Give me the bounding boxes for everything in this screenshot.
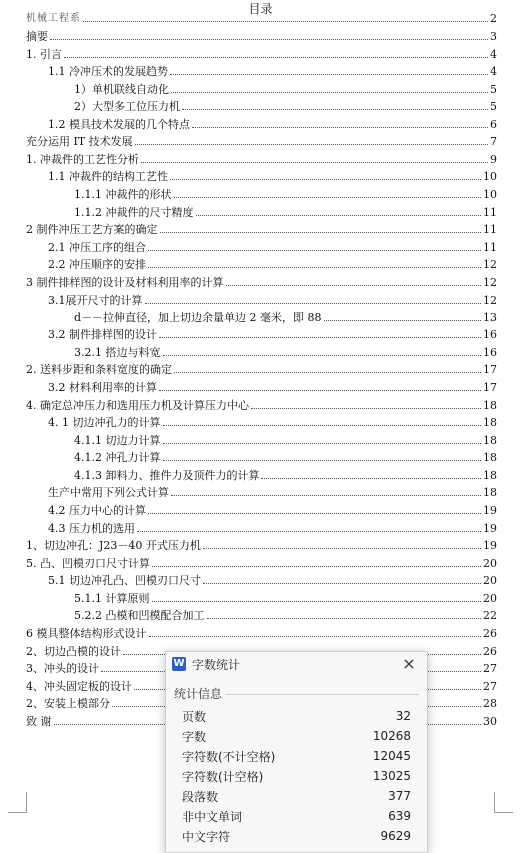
toc-entry-title: 3.2.1 搭边与料宽 (74, 346, 161, 359)
toc-page-number: 17 (483, 363, 497, 376)
toc-entry[interactable] (74, 467, 497, 483)
toc-entry-title: d－－拉伸直径，加上切边余量单边 2 毫米，即 88 (74, 311, 322, 324)
toc-dot-leader (148, 267, 481, 268)
toc-dot-leader (251, 408, 481, 409)
stat-label: 段落数 (182, 789, 219, 804)
toc-entry-title: 5.2.2 凸模和凹模配合加工 (74, 609, 205, 622)
toc-page-number: 22 (483, 609, 497, 622)
toc-page-number: 19 (483, 522, 497, 535)
toc-dot-leader (148, 250, 481, 251)
toc-page-number: 4 (490, 65, 497, 78)
toc-page-number: 11 (483, 223, 497, 236)
toc-page-number: 5 (490, 83, 497, 96)
toc-page-number: 30 (483, 715, 497, 728)
toc-entry[interactable] (26, 10, 497, 26)
toc-page-number: 18 (483, 399, 497, 412)
toc-dot-leader (159, 390, 481, 391)
toc-entry[interactable] (26, 625, 497, 641)
toc-entry[interactable] (74, 590, 497, 606)
toc-dot-leader (226, 285, 482, 286)
toc-entry-title: 4.1.3 卸料力、推件力及顶件力的计算 (74, 469, 260, 482)
toc-entry-title: 3.2 材料利用率的计算 (48, 381, 157, 394)
toc-entry-title: 致 谢 (26, 715, 52, 728)
stat-row (182, 746, 411, 766)
toc-entry[interactable] (48, 379, 497, 395)
stat-row (182, 706, 411, 726)
toc-entry-title: 5.1.1 计算原则 (74, 592, 150, 605)
stat-row (182, 766, 411, 786)
toc-entry[interactable] (48, 63, 497, 79)
toc-entry-title: 4.3 压力机的选用 (48, 522, 135, 535)
toc-dot-leader (174, 197, 482, 198)
toc-entry-title: 2 制件冲压工艺方案的确定 (26, 223, 158, 236)
toc-entry-title: 2、切边凸模的设计 (26, 645, 121, 658)
stat-row (182, 786, 411, 806)
toc-page-number: 10 (483, 188, 497, 201)
toc-entry[interactable] (26, 151, 497, 167)
toc-entry[interactable] (48, 520, 497, 536)
toc-entry-title: 5. 凸、凹模刃口尺寸计算 (26, 557, 150, 570)
toc-page-number: 18 (483, 469, 497, 482)
toc-page-number: 11 (483, 206, 497, 219)
toc-page-number: 19 (483, 504, 497, 517)
stat-value: 377 (388, 789, 411, 803)
toc-page-number: 18 (483, 486, 497, 499)
toc-page-number: 19 (483, 539, 497, 552)
toc-entry-title: 3.1展开尺寸的计算 (48, 294, 143, 307)
toc-entry-title: 3 制件排样图的设计及材料利用率的计算 (26, 276, 224, 289)
toc-entry-title: 4、冲头固定板的设计 (26, 680, 132, 693)
toc-entry[interactable] (48, 168, 497, 184)
toc-dot-leader (171, 92, 488, 93)
toc-page-number: 13 (483, 311, 497, 324)
toc-dot-leader (324, 320, 481, 321)
toc-entry[interactable] (48, 502, 497, 518)
toc-entry[interactable] (26, 555, 497, 571)
toc-page-number: 26 (483, 645, 497, 658)
toc-dot-leader (192, 127, 488, 128)
toc-entry-title: 1）单机联线自动化 (74, 83, 169, 96)
toc-entry[interactable] (48, 484, 497, 500)
stat-value: 9629 (380, 829, 411, 843)
toc-entry-title: 2.1 冲压工序的组合 (48, 241, 146, 254)
toc-entry-title: 4.2 压力中心的计算 (48, 504, 146, 517)
toc-dot-leader (163, 460, 482, 461)
toc-entry[interactable] (74, 98, 497, 114)
toc-entry[interactable] (74, 309, 497, 325)
toc-page-number: 20 (483, 592, 497, 605)
toc-entry-title: 4.1.1 切边力计算 (74, 434, 161, 447)
section-divider (226, 694, 419, 695)
stat-label: 中文字符 (182, 829, 231, 844)
page-corner-mark-right (494, 792, 513, 813)
toc-page-number: 2 (490, 12, 497, 25)
toc-dot-leader (182, 109, 488, 110)
wps-writer-icon: W (173, 658, 185, 669)
toc-dot-leader (152, 566, 481, 567)
toc-page-number: 12 (483, 276, 497, 289)
toc-entry-title: 5.1 切边冲孔凸、凹模刃口尺寸 (48, 574, 201, 587)
toc-entry-title: 3、冲头的设计 (26, 662, 99, 675)
toc-entry-title: 4.1.2 冲孔力计算 (74, 451, 161, 464)
toc-entry[interactable] (26, 221, 497, 237)
stat-value: 10268 (372, 729, 411, 743)
toc-entry-title: 1.1 冷冲压术的发展趋势 (48, 65, 168, 78)
stat-value: 32 (395, 709, 411, 723)
toc-dot-leader (170, 179, 481, 180)
toc-entry[interactable] (74, 204, 497, 220)
toc-entry[interactable] (48, 572, 497, 588)
page-corner-mark-left (8, 792, 27, 813)
toc-entry-title: 3.2 制件排样图的设计 (48, 328, 157, 341)
toc-dot-leader (163, 425, 482, 426)
toc-entry[interactable] (48, 414, 497, 430)
toc-entry[interactable] (74, 432, 497, 448)
toc-entry[interactable] (26, 46, 497, 62)
toc-entry-title: 充分运用 IT 技术发展 (26, 135, 133, 148)
toc-dot-leader (261, 478, 481, 479)
dialog-titlebar[interactable] (166, 652, 427, 678)
toc-entry-title: 1. 引言 (26, 48, 62, 61)
toc-dot-leader (141, 162, 488, 163)
toc-page-number: 17 (483, 381, 497, 394)
toc-dot-leader (152, 601, 482, 602)
toc-entry-title: 2.2 冲压顺序的安排 (48, 258, 146, 271)
toc-dot-leader (207, 618, 482, 619)
toc-entry-title: 1.1 冲裁件的结构工艺性 (48, 170, 168, 183)
toc-dot-leader (163, 443, 482, 444)
dialog-title: 字数统计 (192, 658, 241, 672)
toc-page-number: 6 (490, 118, 497, 131)
toc-page-number: 10 (483, 170, 497, 183)
toc-page-number: 4 (490, 48, 497, 61)
toc-dot-leader (50, 39, 488, 40)
statistics-section-label: 统计信息 (174, 687, 223, 701)
toc-entry-title: 4. 1 切边冲孔力的计算 (48, 416, 161, 429)
toc-entry-title: 1. 冲裁件的工艺性分析 (26, 153, 139, 166)
toc-entry[interactable] (48, 326, 497, 342)
stat-value: 12045 (372, 749, 411, 763)
toc-dot-leader (145, 303, 482, 304)
toc-page-number: 16 (483, 346, 497, 359)
toc-dot-leader (64, 57, 488, 58)
toc-page-number: 20 (483, 574, 497, 587)
toc-dot-leader (135, 144, 488, 145)
stat-label: 字符数(计空格) (182, 769, 264, 784)
toc-entry-title: 2）大型多工位压力机 (74, 100, 180, 113)
toc-entry-title: 6 模具整体结构形式设计 (26, 627, 147, 640)
stat-value: 639 (388, 809, 411, 823)
toc-entry[interactable] (74, 607, 497, 623)
toc-dot-leader (196, 215, 482, 216)
toc-page-number: 27 (483, 662, 497, 675)
toc-entry[interactable] (26, 397, 497, 413)
stat-label: 字数 (182, 729, 207, 744)
toc-page-number: 12 (483, 258, 497, 271)
toc-page-number: 12 (483, 294, 497, 307)
stat-row (182, 726, 411, 746)
toc-page-number: 9 (490, 153, 497, 166)
stat-label: 页数 (182, 709, 207, 724)
stat-value: 13025 (372, 769, 411, 783)
toc-entry-title: 1、切边冲孔：J23－40 开式压力机 (26, 539, 201, 552)
toc-entry-title: 机械工程系 (26, 13, 81, 24)
toc-dot-leader (203, 583, 481, 584)
toc-entry-title: 生产中常用下列公式计算 (48, 486, 169, 499)
toc-entry-title: 摘要 (26, 30, 48, 43)
toc-entry[interactable] (48, 116, 497, 132)
close-icon[interactable]: × (402, 654, 416, 673)
toc-page-number: 20 (483, 557, 497, 570)
stat-label: 非中文单词 (182, 809, 243, 824)
toc-entry-title: 2. 送料步距和条料宽度的确定 (26, 363, 172, 376)
toc-dot-leader (160, 232, 482, 233)
toc-dot-leader (148, 513, 481, 514)
toc-entry[interactable] (74, 81, 497, 97)
toc-entry[interactable] (74, 186, 497, 202)
toc-entry-title: 1.1.2 冲裁件的尺寸精度 (74, 206, 194, 219)
toc-dot-leader (137, 531, 481, 532)
toc-dot-leader (149, 636, 482, 637)
toc-entry-title: 1.2 模具技术发展的几个特点 (48, 118, 190, 131)
toc-dot-leader (171, 495, 481, 496)
toc-entry[interactable] (48, 292, 497, 308)
toc-dot-leader (83, 21, 488, 22)
toc-page-number: 18 (483, 416, 497, 429)
toc-dot-leader (159, 337, 481, 338)
toc-entry-title: 4. 确定总冲压力和选用压力机及计算压力中心 (26, 399, 249, 412)
toc-page-number: 27 (483, 680, 497, 693)
toc-page-number: 18 (483, 434, 497, 447)
toc-page-number: 28 (483, 697, 497, 710)
stat-row (182, 826, 411, 846)
toc-entry-title: 2、安装上模部分 (26, 697, 110, 710)
toc-page-number: 3 (490, 30, 497, 43)
toc-entry[interactable] (74, 449, 497, 465)
toc-dot-leader (170, 74, 488, 75)
toc-entry[interactable] (26, 537, 497, 553)
toc-entry[interactable] (74, 344, 497, 360)
toc-page-number: 26 (483, 627, 497, 640)
toc-entry[interactable] (48, 256, 497, 272)
word-count-dialog (165, 651, 428, 853)
toc-page-number: 16 (483, 328, 497, 341)
toc-page-number: 5 (490, 100, 497, 113)
toc-entry[interactable] (48, 239, 497, 255)
toc-page-number: 11 (483, 241, 497, 254)
toc-entry[interactable] (26, 28, 497, 44)
toc-title: 目录 (248, 2, 273, 16)
toc-entry[interactable] (26, 133, 497, 149)
toc-page-number: 18 (483, 451, 497, 464)
toc-dot-leader (163, 355, 482, 356)
toc-entry-title: 1.1.1 冲裁件的形状 (74, 188, 172, 201)
toc-entry[interactable] (26, 361, 497, 377)
toc-dot-leader (203, 548, 481, 549)
stat-label: 字符数(不计空格) (182, 749, 276, 764)
toc-entry[interactable] (26, 274, 497, 290)
toc-page-number: 7 (490, 135, 497, 148)
toc-dot-leader (174, 372, 481, 373)
stat-row (182, 806, 411, 826)
